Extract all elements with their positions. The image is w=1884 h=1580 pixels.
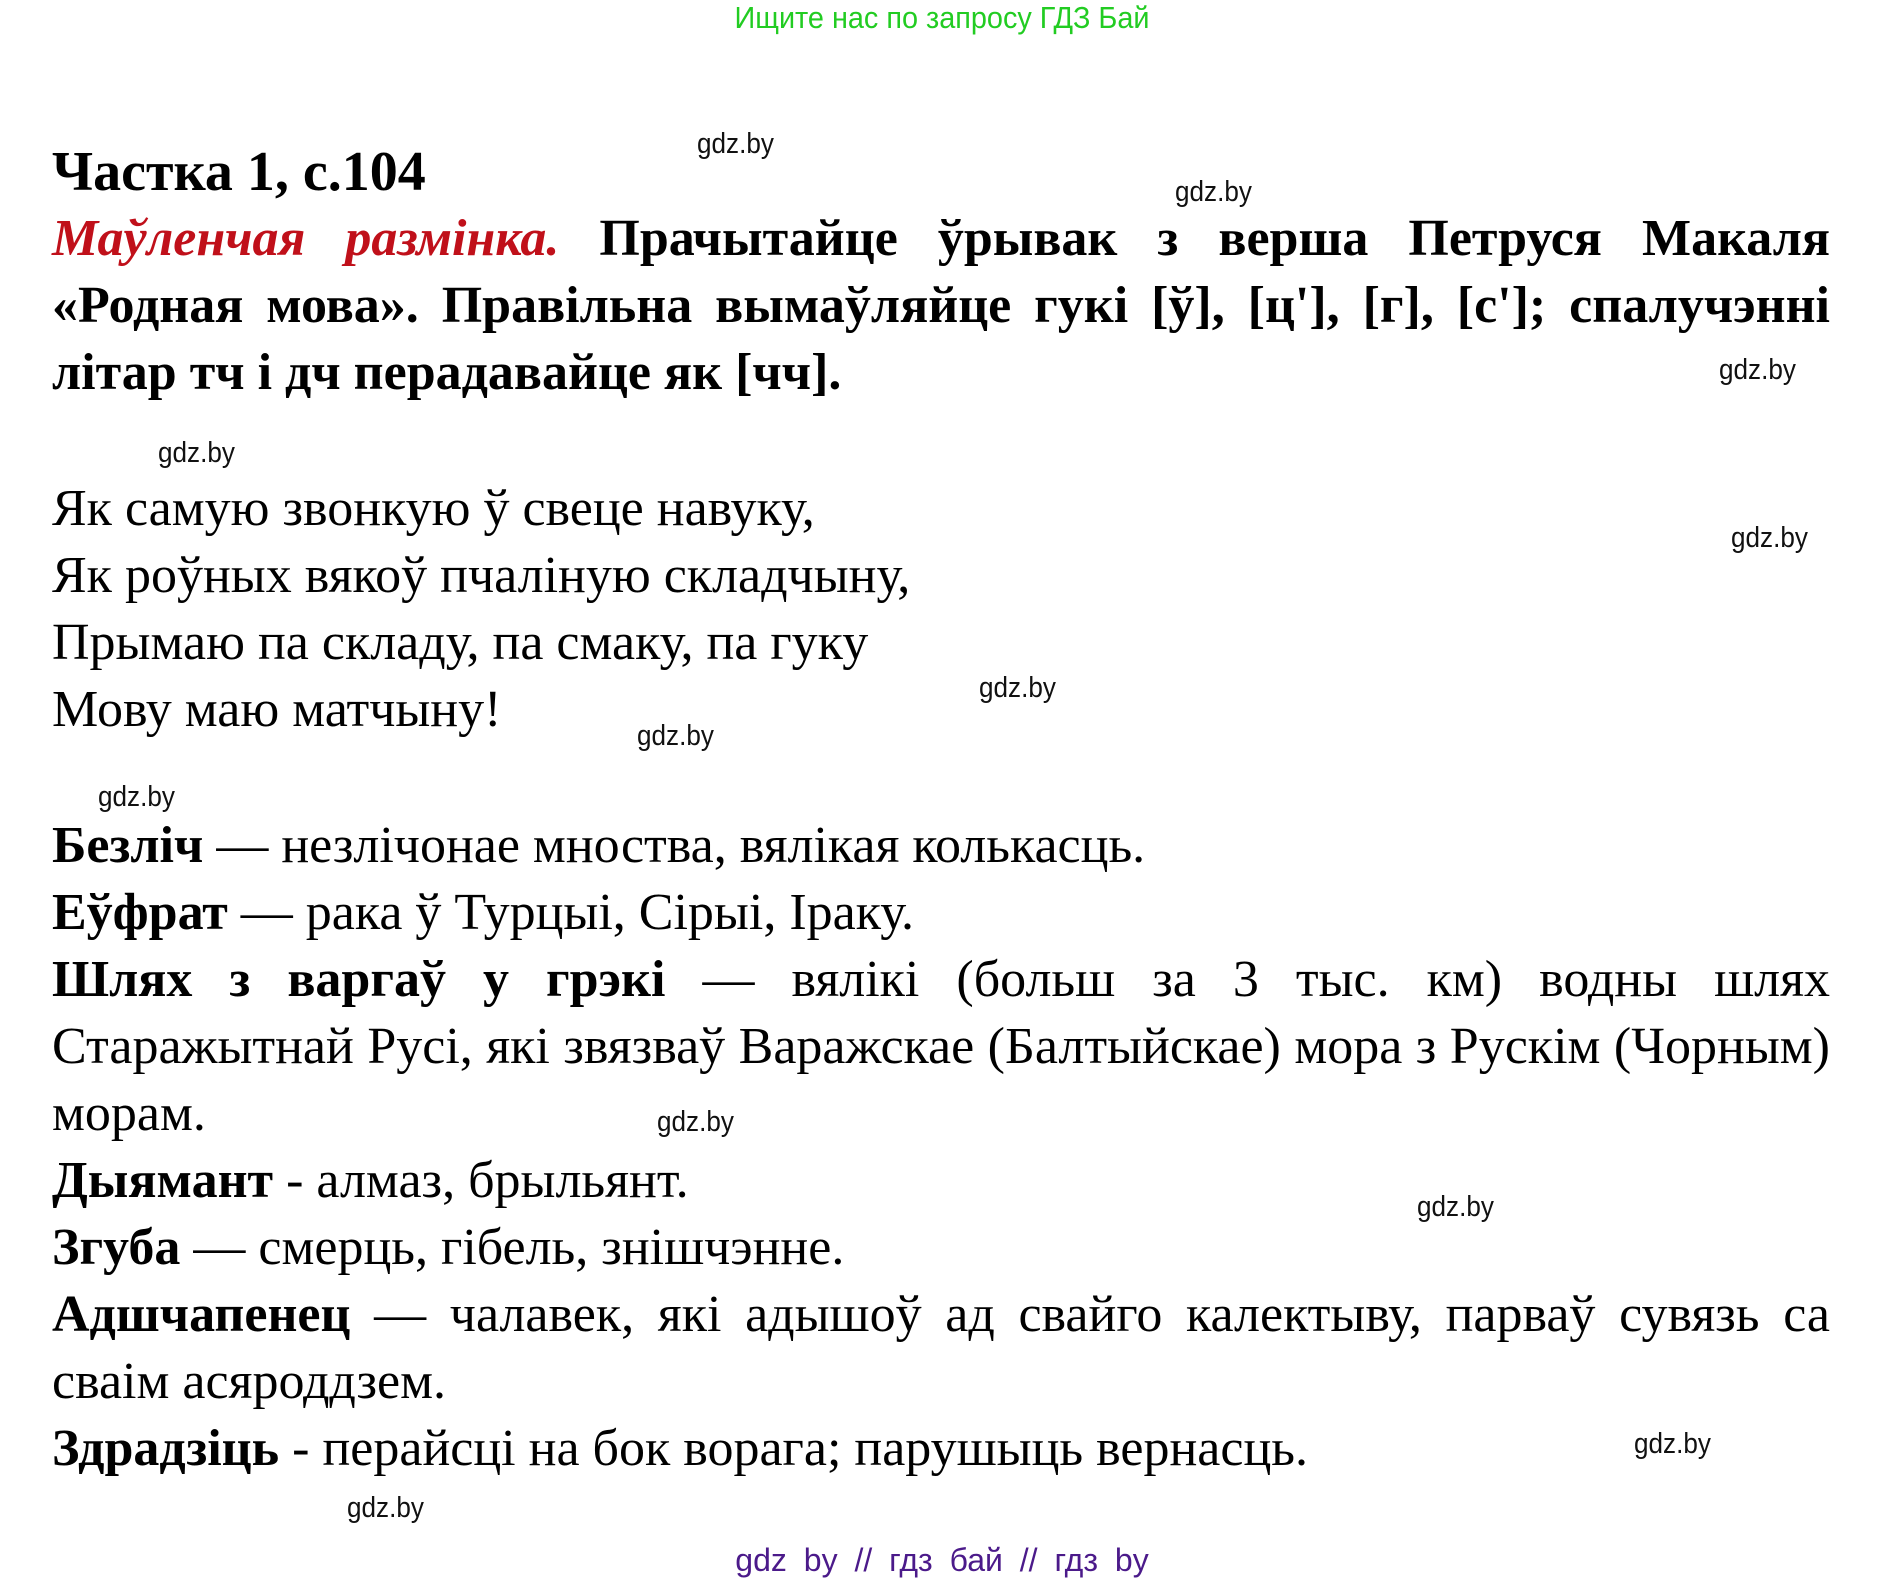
footer-watermark: gdz by // гдз бай // гдз by — [735, 1542, 1149, 1578]
glossary-definition: вялікі (больш за 3 тыс. км) водны шлях Старажытнай Русі, які звязваў Варажскае (Балтыйскае) мора з Рускім (Чорным) морам. — [52, 951, 1830, 1142]
glossary-definition: незлічонае мноства, вялікая колькасць. — [281, 817, 1146, 874]
glossary-definition: рака ў Турцыі, Сірыі, Іраку. — [305, 884, 915, 941]
poem-line: Мову маю матчыну! — [52, 681, 502, 738]
glossary-entry — [52, 1214, 1830, 1281]
glossary-entry — [52, 879, 1830, 946]
exercise-instruction-text: Прачытайце ўрывак з верша Петруся Макаля «Родная мова». Правільна вымаўляйце гукі [ў], [ц'], [г], [с']; спалучэнні літар тч і дч перадавайце як [чч]. — [52, 210, 1831, 401]
watermark: gdz.by — [158, 437, 235, 469]
watermark: gdz.by — [657, 1106, 734, 1138]
glossary-separator: — — [350, 1286, 450, 1343]
glossary-term: Безліч — [52, 817, 204, 874]
glossary-definition: смерць, гібель, знішчэнне. — [258, 1219, 845, 1276]
poem-line: Як самую звонкую ў свеце навуку, — [52, 480, 815, 537]
poem-excerpt — [52, 475, 910, 743]
glossary-definition: алмаз, брыльянт. — [316, 1152, 689, 1209]
watermark: gdz.by — [1719, 354, 1796, 386]
glossary-term: Шлях з варгаў у грэкі — [52, 951, 666, 1008]
glossary-separator: - — [273, 1152, 317, 1209]
glossary-entry — [52, 1281, 1830, 1415]
watermark: gdz.by — [1731, 522, 1808, 554]
glossary-separator: — — [203, 817, 282, 874]
exercise-instruction — [52, 205, 1830, 406]
glossary-term: Еўфрат — [52, 884, 228, 941]
poem-line: Прымаю па складу, па смаку, па гуку — [52, 614, 869, 671]
watermark: gdz.by — [1634, 1428, 1711, 1460]
exercise-lead: Маўленчая размінка. — [52, 210, 560, 267]
glossary-separator: — — [227, 884, 306, 941]
glossary-definition: чалавек, які адышоў ад свайго калектыву, парваў сувязь са сваім асяроддзем. — [52, 1286, 1830, 1410]
watermark: gdz.by — [347, 1492, 424, 1524]
glossary-entry — [52, 1147, 1830, 1214]
glossary-term: Згуба — [52, 1219, 181, 1276]
glossary-entry — [52, 812, 1830, 879]
page-title: Частка 1, с.104 — [52, 141, 426, 203]
glossary — [52, 812, 1830, 1482]
poem-line: Як роўных вякоў пчаліную складчыну, — [52, 547, 911, 604]
glossary-term: Адшчапенец — [52, 1286, 351, 1343]
glossary-separator: — — [180, 1219, 259, 1276]
watermark: gdz.by — [1417, 1191, 1494, 1223]
top-banner: Ищите нас по запросу ГДЗ Бай — [734, 0, 1150, 35]
glossary-definition: перайсці на бок ворага; парушыць вернасць. — [322, 1420, 1308, 1477]
glossary-term: Дыямант — [52, 1152, 274, 1209]
watermark: gdz.by — [637, 720, 714, 752]
glossary-term: Здрадзіць — [52, 1420, 280, 1477]
glossary-entry — [52, 946, 1830, 1147]
watermark: gdz.by — [1175, 176, 1252, 208]
glossary-separator: — — [665, 951, 792, 1008]
glossary-entry — [52, 1415, 1830, 1482]
watermark: gdz.by — [98, 781, 175, 813]
watermark: gdz.by — [697, 128, 774, 160]
glossary-separator: - — [279, 1420, 323, 1477]
watermark: gdz.by — [979, 672, 1056, 704]
